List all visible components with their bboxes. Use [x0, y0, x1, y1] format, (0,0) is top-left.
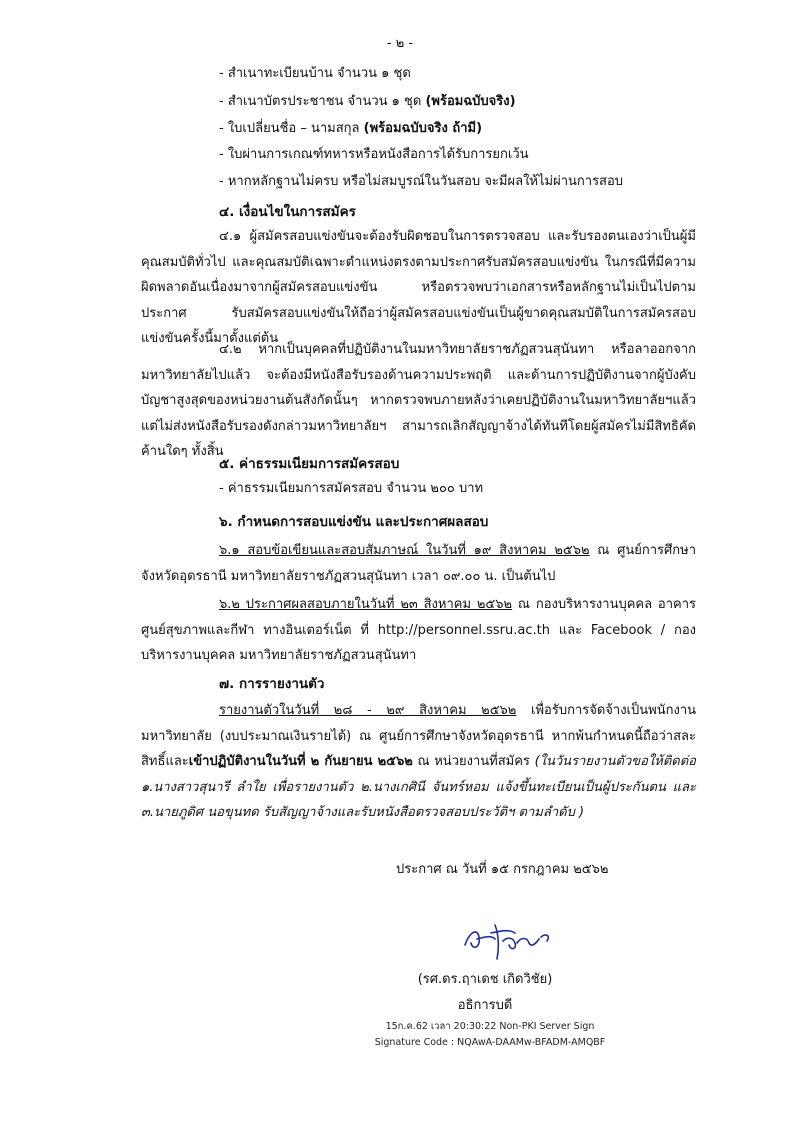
signature-code: Signature Code : NQAwA-DAAMw-BFADM-AMQBF [374, 1037, 606, 1048]
section-4-1-paragraph: ๔.๑ ผู้สมัครสอบแข่งขันจะต้องรับผิดชอบในการตรวจสอบ และรับรองตนเองว่าเป็นผู้มีคุณสมบัติทั่วไป และคุณสมบัติเฉพาะตำแหน่งตรงตามประกาศรับสมัครสอบแข่งขัน ในกรณีที่มีความผิดพลาดอันเนื่องมาจากผู้สมัครสอบแข่งขัน หรือตรวจพบว่าเอกสารหรือหลักฐานไม่เป็นไปตามประกาศ รับสมัครสอบแข่งขันให้ถือว่าผู้สมัครสอบแข่งขันเป็นผู้ขาดคุณสมบัติในการสมัครสอบแข่งขันครั้งนี้มาตั้งแต่ต้น [141, 229, 696, 346]
signature-meta: 15ก.ค.62 เวลา 20:30:22 Non-PKI Server Sign [385, 1021, 595, 1032]
page-number: - ๒ - [386, 36, 414, 51]
doc-item: - สำเนาทะเบียนบ้าน จำนวน ๑ ชุด [219, 66, 411, 81]
doc-item: - ใบเปลี่ยนชื่อ – นามสกุล (พร้อมฉบับจริง ถ้ามี) [219, 121, 483, 136]
section-7-paragraph: รายงานตัวในวันที่ ๒๘ - ๒๙ สิงหาคม ๒๕๖๒ เพื่อรับการจัดจ้างเป็นพนักงานมหาวิทยาลัย (งบประมาณเงินรายได้) ณ ศูนย์การศึกษาจังหวัดอุดรธานี หากพ้นกำหนดนี้ถือว่าสละสิทธิ์และเข้าปฏิบัติงานในวันที่ ๒ กันยายน ๒๕๖๒ ณ หน่วยงานที่สมัคร (ในวันรายงานตัวขอให้ติดต่อ ๑.นางสาวสุนารี ลำใย เพื่อรายงานตัว ๒.นางเกศินี จันทร์หอม แจ้งขึ้นทะเบียนเป็นผู้ประกันตน และ ๓.นายภูดิศ นอขุนทด รับสัญญาจ้างและรับหนังสือตรวจสอบประวัติฯ ตามลำดับ ) [141, 703, 697, 820]
doc-item: - สำเนาบัตรประชาชน จำนวน ๑ ชุด (พร้อมฉบับจริง) [219, 94, 516, 109]
section-6-heading: ๖. กำหนดการสอบแข่งขัน และประกาศผลสอบ [219, 514, 489, 530]
doc-item: - ใบผ่านการเกณฑ์ทหารหรือหนังสือการได้รับการยกเว้น [219, 147, 529, 162]
signature-image [455, 915, 565, 965]
section-6-1-paragraph: ๖.๑ สอบข้อเขียนและสอบสัมภาษณ์ ในวันที่ ๑๙ สิงหาคม ๒๕๖๒ ณ ศูนย์การศึกษาจังหวัดอุดรธานี มหาวิทยาลัยราชภัฏสวนสุนันทา เวลา ๐๙.๐๐ น. เป็นต้นไป [141, 543, 696, 584]
section-4-heading: ๔. เงื่อนไขในการสมัคร [219, 204, 356, 220]
signer-name: (รศ.ดร.ฤาเดช เกิดวิชัย) [417, 972, 553, 987]
announce-date: ประกาศ ณ วันที่ ๑๕ กรกฎาคม ๒๕๖๒ [396, 862, 609, 877]
section-7-heading: ๗. การรายงานตัว [219, 676, 325, 692]
signer-position: อธิการบดี [457, 998, 513, 1013]
section-5-heading: ๕. ค่าธรรมเนียมการสมัครสอบ [219, 456, 400, 472]
section-4-2-paragraph: ๔.๒ หากเป็นบุคคลที่ปฏิบัติงานในมหาวิทยาลัยราชภัฏสวนสุนันทา หรือลาออกจากมหาวิทยาลัยไปแล้ว จะต้องมีหนังสือรับรองด้านความประพฤติ และด้านการปฏิบัติงานจากผู้บังคับบัญชาสูงสุดของหน่วยงานต้นสังกัดนั้นๆ หากตรวจพบภายหลังว่าเคยปฏิบัติงานในมหาวิทยาลัยฯแล้ว แต่ไม่ส่งหนังสือรับรองดังกล่าวมหาวิทยาลัยฯ สามารถเลิกสัญญาจ้างได้ทันทีโดยผู้สมัครไม่มีสิทธิคัดค้านใดๆ ทั้งสิ้น [141, 342, 696, 459]
doc-item: - หากหลักฐานไม่ครบ หรือไม่สมบูรณ์ในวันสอบ จะมีผลให้ไม่ผ่านการสอบ [219, 174, 624, 189]
fee-line: - ค่าธรรมเนียมการสมัครสอบ จำนวน ๒๐๐ บาท [219, 481, 484, 496]
section-6-2-paragraph: ๖.๒ ประกาศผลสอบภายในวันที่ ๒๓ สิงหาคม ๒๕๖๒ ณ กองบริหารงานบุคคล อาคารศูนย์สุขภาพและกีฬา ทางอินเตอร์เน็ต ที่ http://personnel.ssru.ac.th และ Facebook / กองบริหารงานบุคคล มหาวิทยาลัยราชภัฏสวนสุนันทา [141, 597, 696, 663]
